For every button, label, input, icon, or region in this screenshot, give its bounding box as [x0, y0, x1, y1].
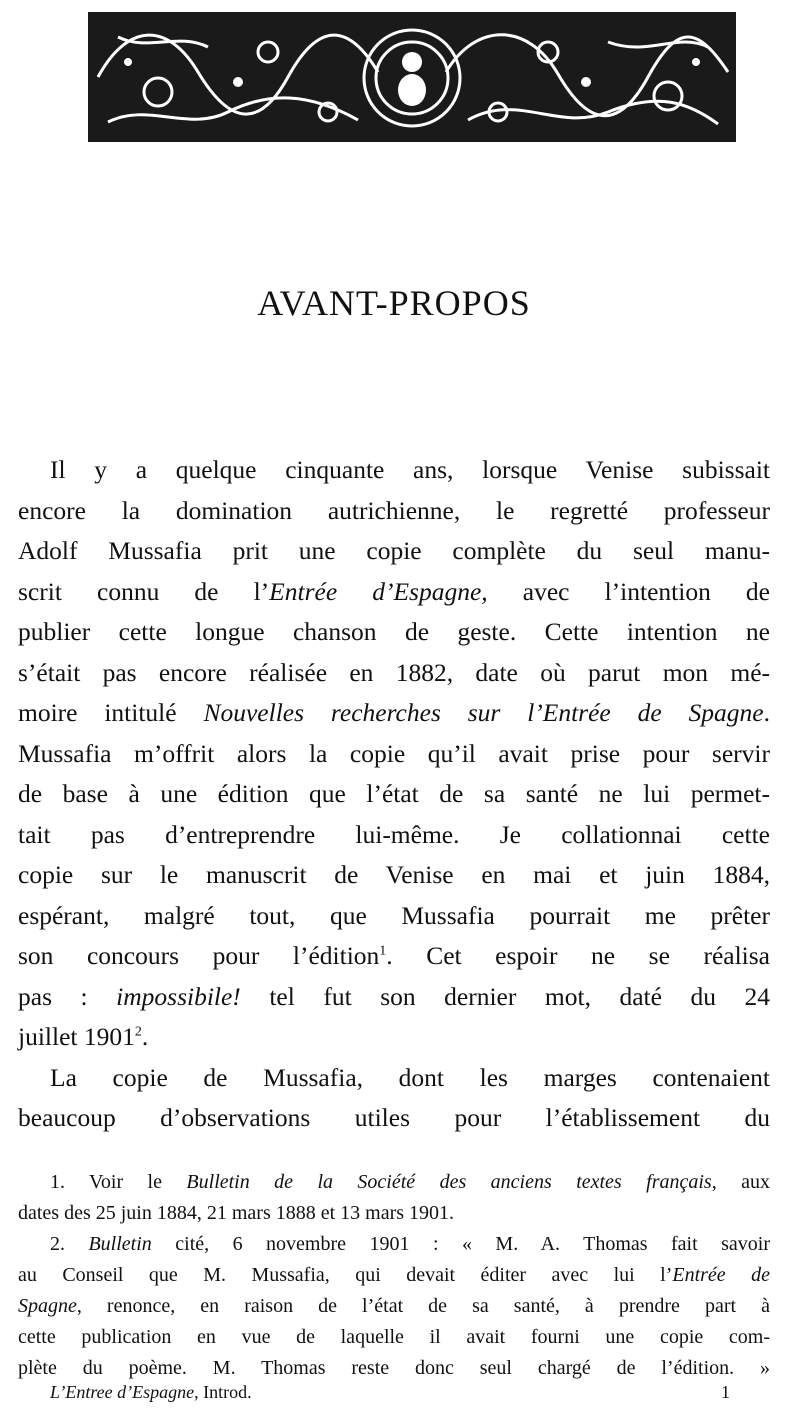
- footnote-line: cette publication en vue de laquelle il avait fourni une copie com-: [18, 1326, 770, 1348]
- text-line: tait pas d’entreprendre lui-même. Je collationnai cette: [18, 819, 770, 849]
- footnote-line: dates des 25 juin 1884, 21 mars 1888 et 13 mars 1901.: [18, 1202, 455, 1224]
- page-number: 1: [721, 1382, 730, 1402]
- text-line: publier cette longue chanson de geste. Cette intention ne: [18, 617, 770, 646]
- footnote-line: plète du poème. M. Thomas reste donc seul chargé de l’édition. »: [18, 1357, 770, 1379]
- text-line: de base à une édition que l’état de sa santé ne lui permet-: [18, 779, 770, 808]
- footnote-line: 1. Voir le Bulletin de la Société des anciens textes français, aux: [50, 1171, 770, 1193]
- text-line: copie sur le manuscrit de Venise en mai et juin 1884,: [18, 860, 770, 889]
- text-line: s’était pas encore réalisée en 1882, date où parut mon mé-: [18, 657, 770, 687]
- text-line: La copie de Mussafia, dont les marges contenaient: [50, 1062, 770, 1092]
- footnotes: [18, 1167, 770, 1384]
- page-title: AVANT-PROPOS: [257, 283, 531, 323]
- text-line: encore la domination autrichienne, le regretté professeur: [18, 495, 770, 525]
- text-line: moire intitulé Nouvelles recherches sur l’Entrée de Spagne.: [18, 698, 770, 727]
- footnote-line: au Conseil que M. Mussafia, qui devait éditer avec lui l’Entrée de: [18, 1264, 770, 1286]
- text-line: pas : impossibile! tel fut son dernier mot, daté du 24: [18, 981, 770, 1011]
- text-line: espérant, malgré tout, que Mussafia pourrait me prêter: [18, 900, 770, 930]
- text-line: scrit connu de l’Entrée d’Espagne, avec l’intention de: [18, 576, 770, 606]
- footnote-line: Spagne, renonce, en raison de l’état de sa santé, à prendre part à: [18, 1295, 770, 1317]
- text-line: beaucoup d’observations utiles pour l’établissement du: [18, 1103, 770, 1132]
- text-line: Il y a quelque cinquante ans, lorsque Venise subissait: [50, 455, 770, 484]
- main-text: [18, 450, 770, 1139]
- text-line: Mussafia m’offrit alors la copie qu’il avait prise pour servir: [18, 738, 770, 768]
- footnote-marker: 1: [379, 943, 387, 959]
- text-line: son concours pour l’édition$^1$. Cet espoir ne se réalisa: [18, 941, 770, 970]
- footnote-marker: 2: [134, 1024, 142, 1040]
- running-footer: L’Entree d’Espagne, Introd.: [50, 1382, 252, 1402]
- footnote-line: 2. Bulletin cité, 6 novembre 1901 : « M. A. Thomas fait savoir: [50, 1233, 770, 1255]
- ornamental-headpiece: [88, 12, 736, 142]
- text-line: juillet 1901$^2$.: [18, 1022, 149, 1051]
- text-line: Adolf Mussafia prit une copie complète du seul manu-: [18, 536, 770, 565]
